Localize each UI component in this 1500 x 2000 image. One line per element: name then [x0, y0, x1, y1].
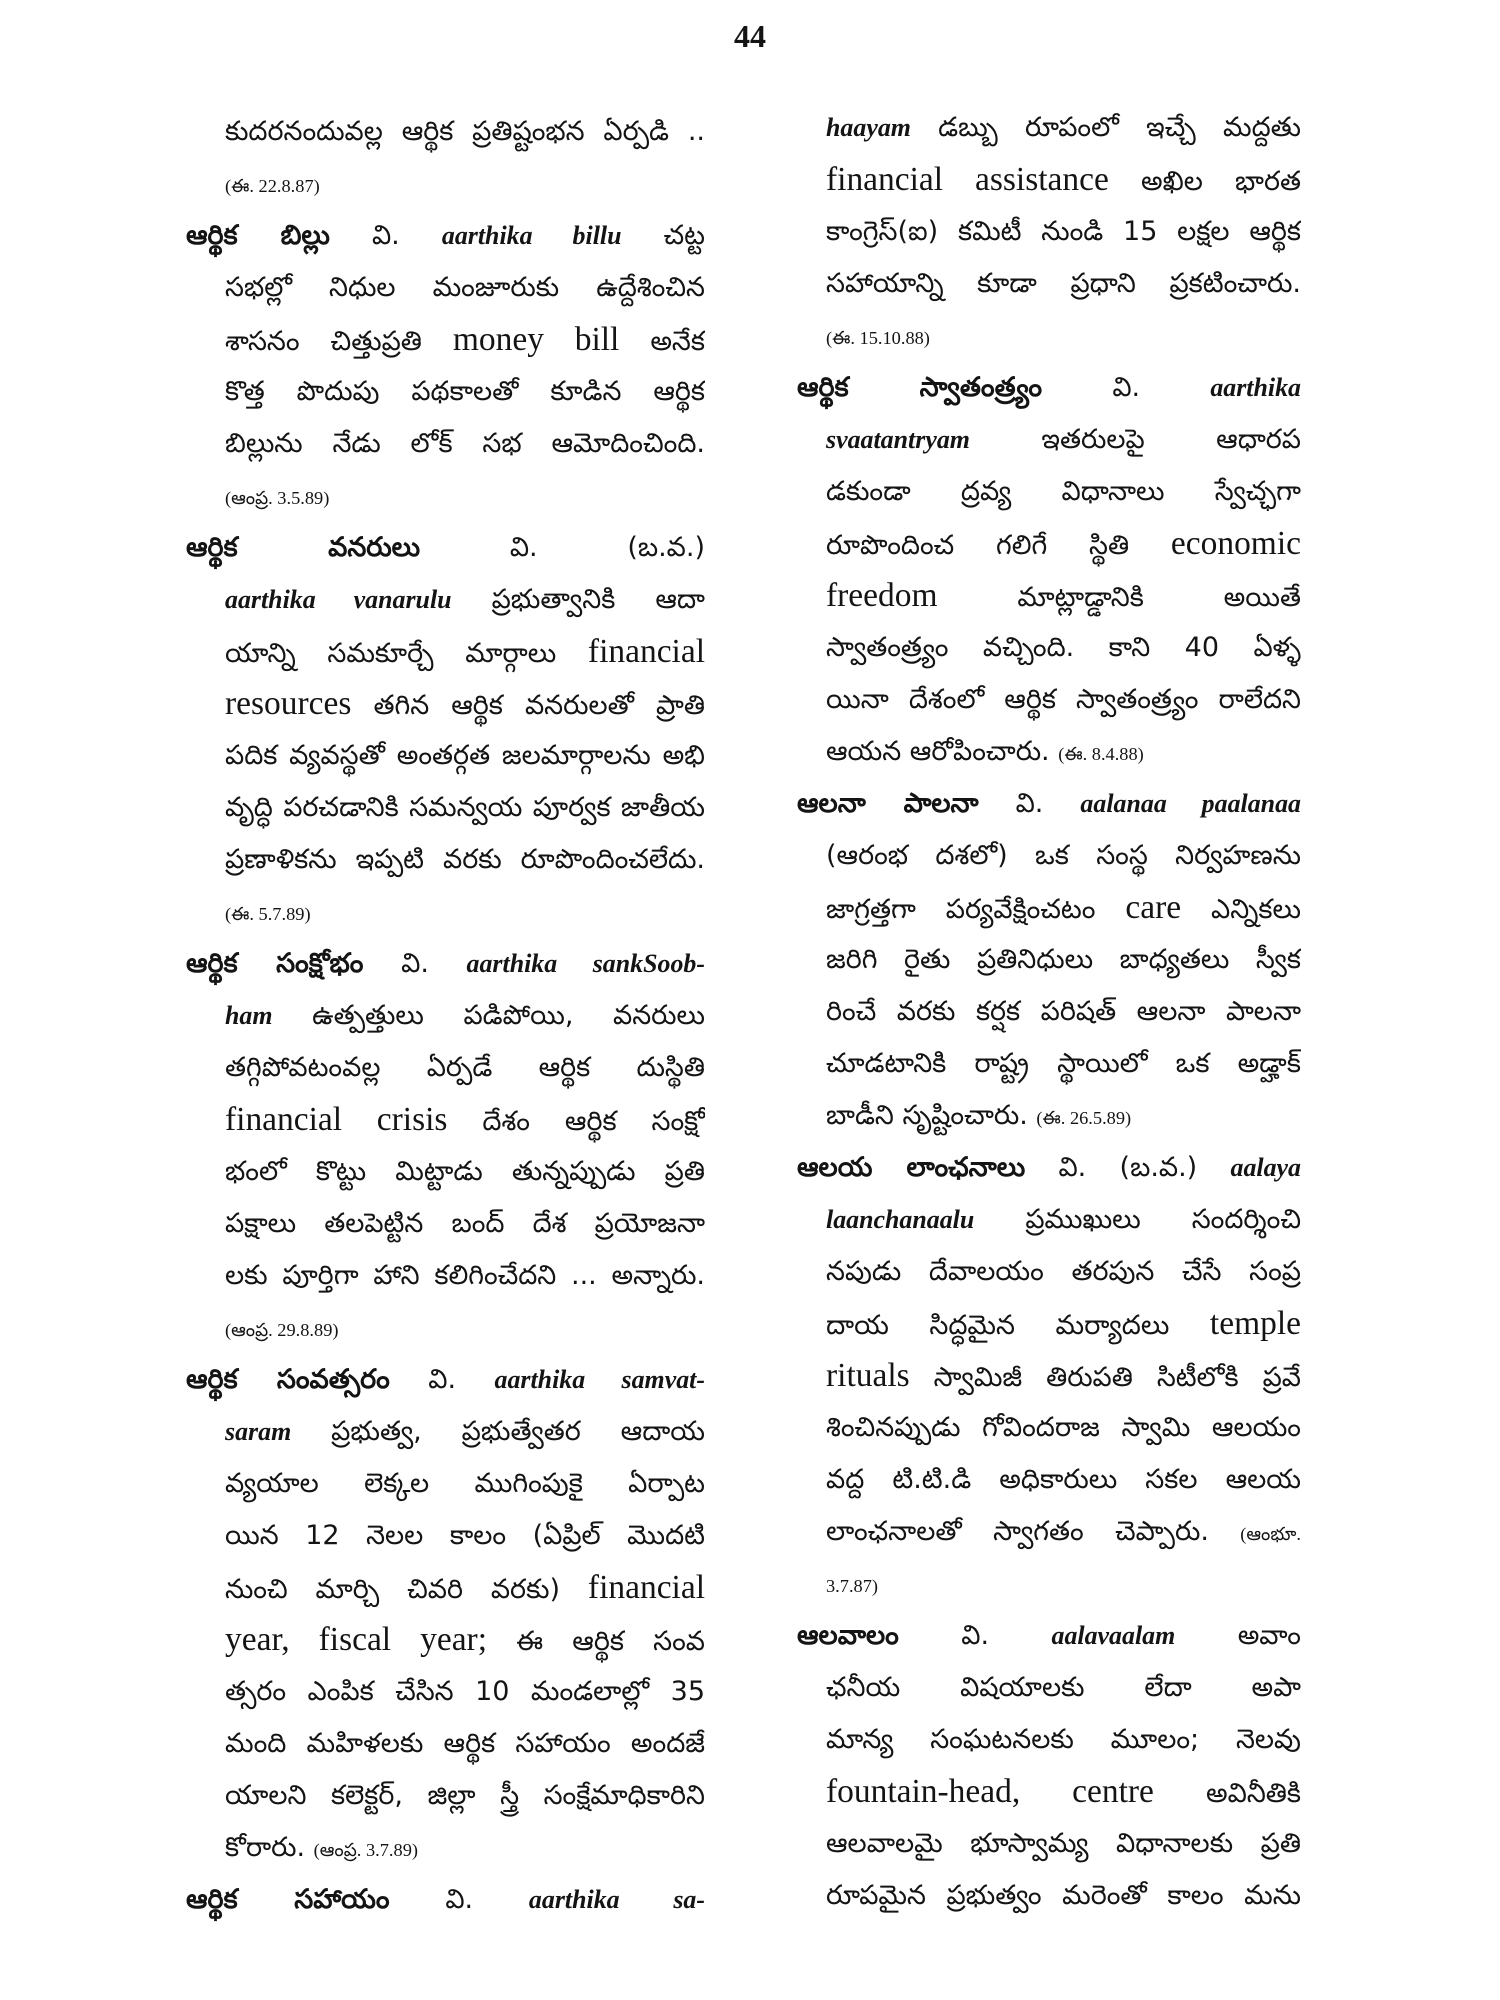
- dictionary-line: [797, 1350, 1301, 1402]
- telugu-text: నపుడు దేవాలయం తరపున చేసే సంప్ర: [826, 1256, 1301, 1287]
- dictionary-line: [797, 1714, 1301, 1766]
- telugu-text: శించినప్పుడు గోవిందరాజ స్వామి ఆలయం: [826, 1412, 1301, 1443]
- telugu-text: ఉత్పత్తులు పడిపోయి, వనరులు: [272, 1000, 705, 1031]
- dictionary-line: [797, 154, 1301, 206]
- source-citation: (ఆంప్ర. 3.7.89): [313, 1840, 418, 1860]
- dictionary-line: [797, 830, 1301, 882]
- telugu-text: వృద్ధి పరచడానికి సమన్వయ పూర్వక జాతీయ: [225, 792, 705, 823]
- telugu-text: వ్యయాల లెక్కల ముగింపుకై ఏర్పాట: [225, 1468, 705, 1499]
- telugu-text: వి.: [363, 948, 467, 979]
- dictionary-line: [186, 782, 705, 834]
- dictionary-line: [797, 1454, 1301, 1506]
- dictionary-line: [797, 674, 1301, 726]
- dictionary-line: [186, 418, 705, 470]
- dictionary-line: [186, 106, 705, 158]
- telugu-text: డకుండా ద్రవ్య విధానాలు స్వేచ్ఛగా: [826, 476, 1301, 507]
- dictionary-line: [797, 1298, 1301, 1350]
- telugu-text: ఆలవాలమై భూస్వామ్య విధానాలకు ప్రతి: [826, 1828, 1301, 1859]
- dictionary-line: [797, 466, 1301, 518]
- english-gloss: care: [1125, 889, 1182, 926]
- telugu-text: యిన 12 నెలల కాలం (ఏప్రిల్ మొదటి: [225, 1520, 705, 1551]
- entry-head-line: [797, 362, 1301, 414]
- dictionary-line: [186, 1094, 705, 1146]
- dictionary-line: [797, 1246, 1301, 1298]
- dictionary-line: [797, 102, 1301, 154]
- dictionary-line: [186, 574, 705, 626]
- telugu-text: వి.: [329, 220, 442, 251]
- headword: ఆర్థిక సంక్షోభం: [186, 948, 364, 979]
- dictionary-line: [186, 262, 705, 314]
- romanization: laanchanaalu: [826, 1205, 975, 1234]
- romanization: aarthika vanarulu: [225, 585, 452, 614]
- telugu-text: సహాయాన్ని కూడా ప్రధాని ప్రకటించారు.: [826, 268, 1301, 299]
- telugu-text: అనేక: [619, 326, 705, 357]
- telugu-text: శాసనం చిత్తుప్రతి: [225, 326, 453, 357]
- romanization: aalanaa paalanaa: [1080, 789, 1301, 818]
- entry-head-line: [186, 522, 705, 574]
- source-citation: (ఆంభూ.: [1240, 1524, 1301, 1544]
- english-gloss: financial assistance: [826, 161, 1109, 198]
- english-gloss: economic: [1170, 525, 1301, 562]
- telugu-text: అవినీతికి: [1153, 1778, 1301, 1809]
- telugu-text: ప్రభుత్వ, ప్రభుత్వేతర ఆదాయ: [291, 1416, 705, 1447]
- dictionary-line: [186, 1198, 705, 1250]
- telugu-text: ప్రభుత్వానికి ఆదా: [451, 584, 705, 615]
- dictionary-line: [797, 1766, 1301, 1818]
- dictionary-line: [797, 518, 1301, 570]
- romanization: aalaya: [1230, 1153, 1301, 1182]
- headword: ఆర్థిక బిల్లు: [186, 220, 330, 251]
- telugu-text: వి. (బ.వ.): [1025, 1152, 1231, 1183]
- telugu-text: ఛనీయ విషయాలకు లేదా అపా: [826, 1672, 1301, 1703]
- entry-head-line: [797, 778, 1301, 830]
- telugu-text: జాగ్రత్తగా పర్యవేక్షించటం: [826, 894, 1126, 925]
- romanization: haayam: [826, 113, 911, 142]
- english-gloss: fountain-head, centre: [826, 1773, 1154, 1810]
- telugu-text: కొత్త పొదుపు పథకాలతో కూడిన ఆర్థిక: [225, 376, 705, 407]
- telugu-text: లాంఛనాలతో స్వాగతం చెప్పారు.: [826, 1516, 1241, 1547]
- telugu-text: యినా దేశంలో ఆర్థిక స్వాతంత్ర్యం రాలేదని: [826, 684, 1301, 715]
- dictionary-line: [797, 1506, 1301, 1558]
- english-gloss: financial crisis: [225, 1101, 448, 1138]
- dictionary-line: [186, 366, 705, 418]
- source-citation: (ఈ. 15.10.88): [826, 328, 930, 348]
- telugu-text: వి.: [1042, 372, 1211, 403]
- english-gloss: resources: [225, 685, 352, 722]
- dictionary-line: [797, 882, 1301, 934]
- dictionary-line: [797, 206, 1301, 258]
- telugu-text: యాలని కలెక్టర్, జిల్లా స్త్రీ సంక్షేమాధికారిని: [225, 1780, 705, 1811]
- telugu-text: స్వాతంత్ర్యం వచ్చింది. కాని 40 ఏళ్ళ: [826, 632, 1301, 663]
- telugu-text: జరిగి రైతు ప్రతినిధులు బాధ్యతలు స్వీక: [826, 944, 1301, 975]
- headword: ఆలయ లాంఛనాలు: [797, 1152, 1026, 1183]
- romanization: aarthika samvat-: [494, 1365, 705, 1394]
- entry-head-line: [797, 1610, 1301, 1662]
- source-citation: (ఈ. 8.4.88): [1058, 744, 1144, 764]
- source-citation: (ఈ. 5.7.89): [225, 904, 311, 924]
- telugu-text: వి.: [898, 1620, 1052, 1651]
- telugu-text: లకు పూర్తిగా హాని కలిగించేదని ... అన్నారు.: [225, 1260, 705, 1291]
- dictionary-line: [186, 1250, 705, 1302]
- page-number: 44: [734, 18, 766, 54]
- telugu-text: సభల్లో నిధుల మంజూరుకు ఉద్దేశించిన: [225, 272, 705, 303]
- source-citation: (ఈ. 26.5.89): [1036, 1108, 1132, 1128]
- telugu-text: పదిక వ్యవస్థతో అంతర్గత జలమార్గాలను అభి: [225, 740, 705, 771]
- dictionary-line: [797, 1870, 1301, 1922]
- english-gloss: financial: [587, 633, 705, 670]
- dictionary-line: [186, 1562, 705, 1614]
- dictionary-line: [186, 1614, 705, 1666]
- dictionary-line: [186, 678, 705, 730]
- telugu-text: చూడటానికి రాష్ట్ర స్థాయిలో ఒక అడ్హాక్: [826, 1048, 1301, 1079]
- headword: ఆర్థిక వనరులు: [186, 532, 421, 563]
- telugu-text: ప్రముఖులు సందర్శించి: [974, 1204, 1301, 1235]
- telugu-text: వి.: [978, 788, 1081, 819]
- english-gloss: temple: [1209, 1305, 1301, 1342]
- dictionary-line: [797, 1818, 1301, 1870]
- telugu-text: మంది మహిళలకు ఆర్థిక సహాయం అందజే: [225, 1728, 705, 1759]
- english-gloss: rituals: [826, 1357, 910, 1394]
- telugu-text: పక్షాలు తలపెట్టిన బంద్ దేశ ప్రయోజనా: [225, 1208, 705, 1239]
- english-gloss: financial: [587, 1569, 705, 1606]
- telugu-text: వి.: [389, 1364, 495, 1395]
- dictionary-line: [186, 626, 705, 678]
- telugu-text: దేశం ఆర్థిక సంక్షో: [447, 1106, 705, 1137]
- romanization: svaatantryam: [826, 425, 970, 454]
- dictionary-line: [797, 986, 1301, 1038]
- telugu-text: ఎన్నికలు: [1181, 894, 1301, 925]
- english-gloss: freedom: [826, 577, 938, 614]
- dictionary-line: [186, 1042, 705, 1094]
- telugu-text: వి. (బ.వ.): [420, 532, 705, 563]
- dictionary-line: [797, 1038, 1301, 1090]
- telugu-text: త్సరం ఎంపిక చేసిన 10 మండలాల్లో 35: [225, 1676, 705, 1707]
- dictionary-line: [797, 414, 1301, 466]
- telugu-text: అఖిల భారత: [1108, 166, 1301, 197]
- dictionary-line: [797, 258, 1301, 310]
- dictionary-line: [186, 1822, 705, 1874]
- dictionary-line: [186, 1510, 705, 1562]
- headword: ఆర్థిక సంవత్సరం: [186, 1364, 390, 1395]
- dictionary-line: [797, 570, 1301, 622]
- telugu-text: ఇతరులపై ఆధారప: [969, 424, 1301, 455]
- romanization: saram: [225, 1417, 292, 1446]
- dictionary-line: [797, 310, 1301, 362]
- right-column: [797, 102, 1301, 1922]
- dictionary-line: [797, 1558, 1301, 1610]
- dictionary-line: [797, 1402, 1301, 1454]
- telugu-text: యాన్ని సమకూర్చే మార్గాలు: [225, 638, 588, 669]
- telugu-text: ఈ ఆర్థిక సంవ: [487, 1626, 705, 1657]
- dictionary-line: [186, 158, 705, 210]
- telugu-text: వద్ద టి.టి.డి అధికారులు సకల ఆలయ: [826, 1464, 1301, 1495]
- romanization: aarthika billu: [441, 221, 622, 250]
- dictionary-line: [797, 1194, 1301, 1246]
- source-citation: 3.7.87): [826, 1576, 879, 1596]
- telugu-text: అవాం: [1175, 1620, 1301, 1651]
- dictionary-line: [186, 470, 705, 522]
- telugu-text: వి.: [389, 1884, 529, 1915]
- telugu-text: బిల్లును నేడు లోక్ సభ ఆమోదించింది.: [225, 428, 705, 459]
- left-column: [186, 106, 705, 1926]
- telugu-text: రూపొందించ గలిగే స్థితి: [826, 530, 1171, 561]
- dictionary-line: [797, 1090, 1301, 1142]
- dictionary-line: [186, 834, 705, 886]
- entry-head-line: [797, 1142, 1301, 1194]
- entry-head-line: [186, 1354, 705, 1406]
- telugu-text: మాన్య సంఘటనలకు మూలం; నెలవు: [826, 1724, 1301, 1755]
- dictionary-line: [186, 1406, 705, 1458]
- telugu-text: కాంగ్రెస్(ఐ) కమిటీ నుండి 15 లక్షల ఆర్థిక: [826, 216, 1301, 247]
- entry-head-line: [186, 1874, 705, 1926]
- telugu-text: తగిన ఆర్థిక వనరులతో ప్రాతి: [351, 690, 705, 721]
- telugu-text: దాయ సిద్ధమైన మర్యాదలు: [826, 1310, 1210, 1341]
- telugu-text: ఆయన ఆరోపించారు.: [826, 736, 1059, 767]
- headword: ఆలవాలం: [797, 1620, 899, 1651]
- dictionary-line: [186, 1770, 705, 1822]
- telugu-text: కోరారు.: [225, 1832, 314, 1863]
- telugu-text: డబ్బు రూపంలో ఇచ్చే మద్దతు: [910, 112, 1301, 143]
- dictionary-line: [186, 886, 705, 938]
- telugu-text: మాట్లాడ్డానికి అయితే: [937, 582, 1301, 613]
- dictionary-line: [797, 1662, 1301, 1714]
- headword: ఆర్థిక స్వాతంత్ర్యం: [797, 372, 1043, 403]
- dictionary-line: [186, 314, 705, 366]
- telugu-text: రించే వరకు కర్షక పరిషత్ ఆలనా పాలనా: [826, 996, 1301, 1027]
- source-citation: (ఆంప్ర. 3.5.89): [225, 488, 330, 508]
- romanization: aalavaalam: [1051, 1621, 1176, 1650]
- source-citation: (ఈ. 22.8.87): [225, 176, 320, 196]
- english-gloss: year, fiscal year;: [225, 1621, 487, 1658]
- telugu-text: రూపమైన ప్రభుత్వం మరెంతో కాలం మను: [826, 1880, 1301, 1911]
- romanization: aarthika: [1210, 373, 1301, 402]
- telugu-text: (ఆరంభ దశలో) ఒక సంస్థ నిర్వహణను: [826, 840, 1301, 871]
- headword: ఆలనా పాలనా: [797, 788, 979, 819]
- telugu-text: ప్రణాళికను ఇప్పటి వరకు రూపొందించలేదు.: [225, 844, 705, 875]
- telugu-text: స్వామిజీ తిరుపతి సిటీలోకి ప్రవే: [909, 1362, 1301, 1393]
- dictionary-line: [186, 1458, 705, 1510]
- dictionary-line: [186, 1718, 705, 1770]
- dictionary-line: [797, 726, 1301, 778]
- telugu-text: చట్ట: [621, 220, 705, 251]
- telugu-text: తగ్గిపోవటంవల్ల ఏర్పడే ఆర్థిక దుస్థితి: [225, 1052, 705, 1083]
- english-gloss: money bill: [452, 321, 620, 358]
- telugu-text: కుదరనందువల్ల ఆర్థిక ప్రతిష్టంభన ఏర్పడి ..: [225, 116, 705, 147]
- entry-head-line: [186, 938, 705, 990]
- dictionary-line: [797, 934, 1301, 986]
- telugu-text: నుంచి మార్చి చివరి వరకు): [225, 1574, 588, 1605]
- source-citation: (ఆంప్ర. 29.8.89): [225, 1320, 339, 1340]
- dictionary-line: [186, 1146, 705, 1198]
- romanization: aarthika sa-: [528, 1885, 705, 1914]
- romanization: ham: [225, 1001, 273, 1030]
- dictionary-line: [186, 730, 705, 782]
- entry-head-line: [186, 210, 705, 262]
- dictionary-line: [186, 1302, 705, 1354]
- dictionary-line: [186, 990, 705, 1042]
- telugu-text: బాడీని సృష్టించారు.: [826, 1100, 1037, 1131]
- romanization: aarthika sankSoob-: [466, 949, 705, 978]
- dictionary-line: [186, 1666, 705, 1718]
- headword: ఆర్థిక సహాయం: [186, 1884, 390, 1915]
- telugu-text: భంలో కొట్టు మిట్టాడు తున్నప్పుడు ప్రతి: [225, 1156, 705, 1187]
- dictionary-line: [797, 622, 1301, 674]
